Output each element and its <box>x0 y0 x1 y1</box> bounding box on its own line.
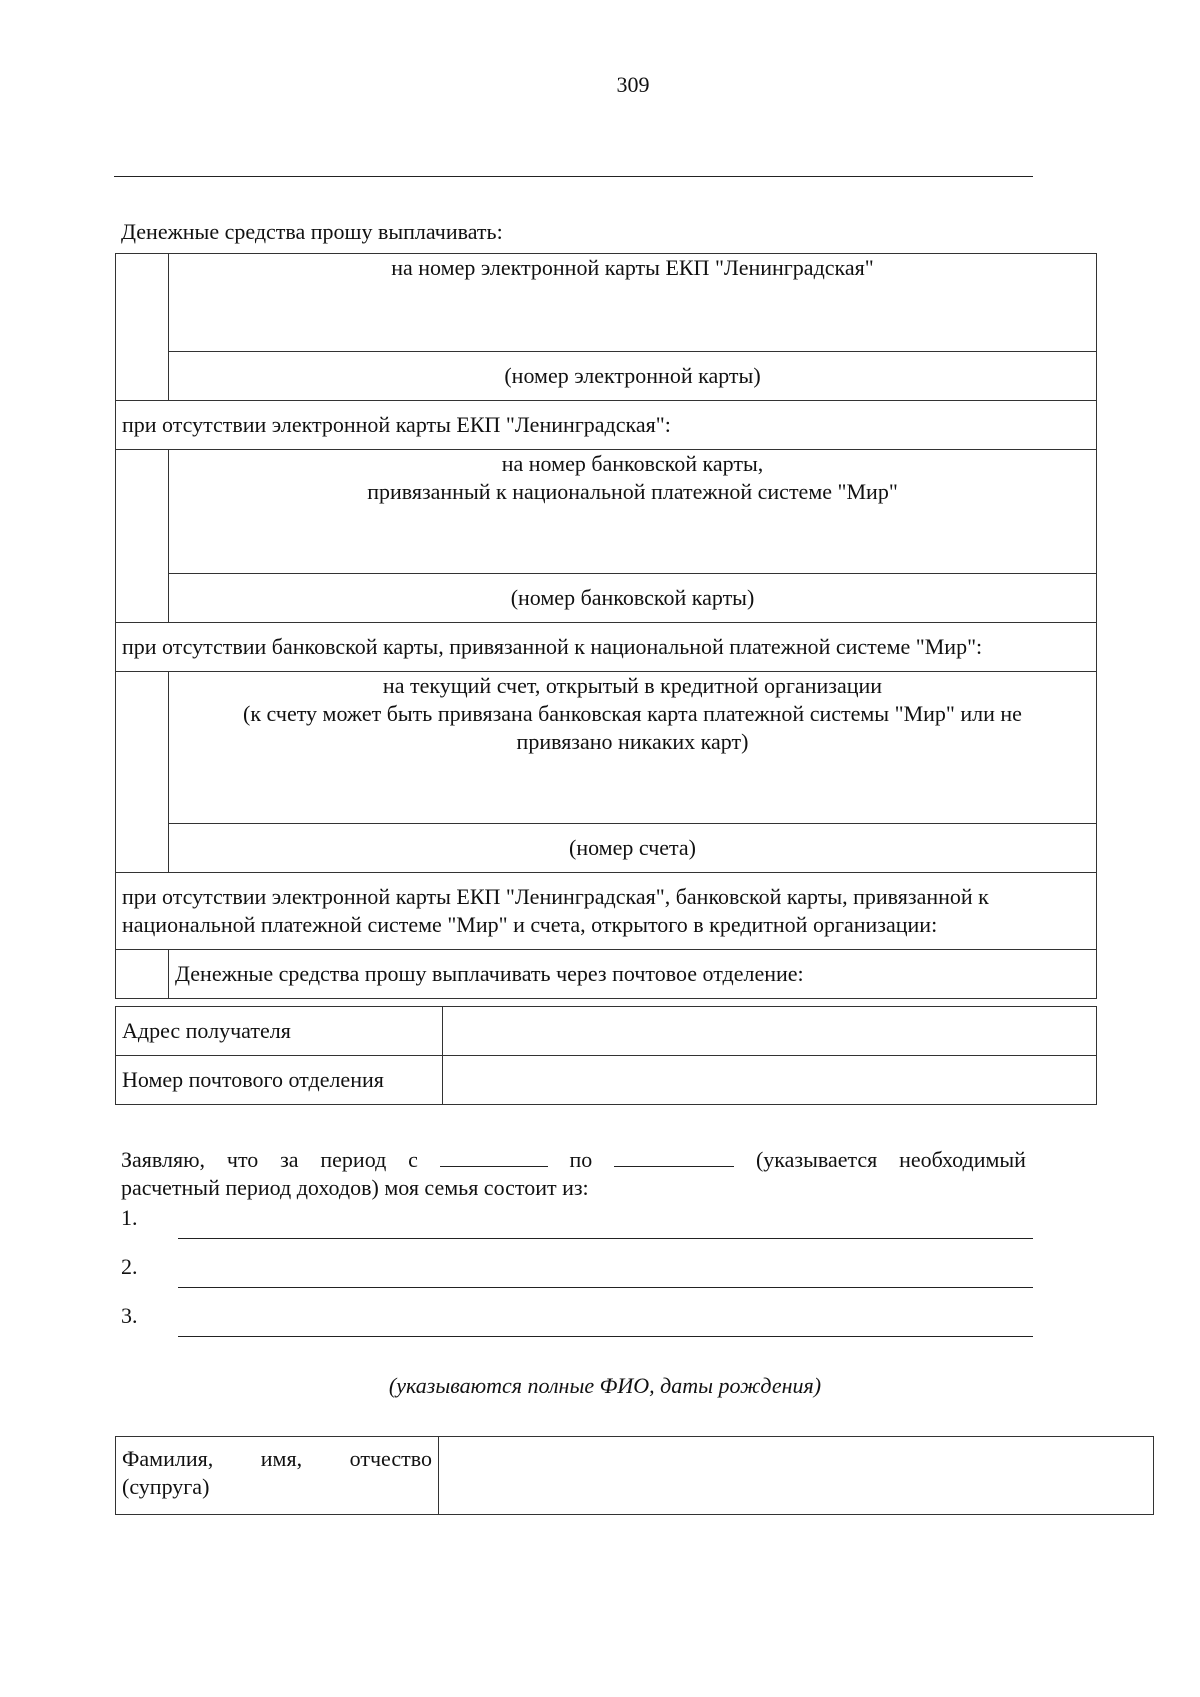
payment-method-table <box>115 253 1097 999</box>
condition-no-bank-card: при отсутствии банковской карты, привязанной к национальной платежной системе "Мир": <box>116 623 1097 672</box>
page-number: 309 <box>616 72 650 97</box>
option-account-checkbox[interactable] <box>116 672 169 873</box>
recipient-address-field[interactable] <box>443 1007 1097 1056</box>
family-declaration: Заявляю, что за период с по (указывается необходимый расчетный период доходов) моя семья состоит из: <box>121 1147 1026 1200</box>
electronic-card-number-field[interactable] <box>169 352 1097 401</box>
period-from-field[interactable] <box>440 1146 548 1167</box>
bank-card-number-hint: (номер банковской карты) <box>510 585 755 610</box>
option-electronic-card-title: на номер электронной карты ЕКП "Ленинградская" <box>169 254 1097 352</box>
family-member-number: 2. <box>121 1254 138 1279</box>
postal-details-table <box>115 1006 1097 1105</box>
option-account-title: на текущий счет, открытый в кредитной организации (к счету может быть привязана банковская карта платежной системы "Мир" или не привязано никаких карт) <box>169 672 1097 824</box>
recipient-address-label: Адрес получателя <box>116 1007 443 1056</box>
family-members-note: (указываются полные ФИО, даты рождения) <box>388 1373 822 1398</box>
condition-no-card-or-account: при отсутствии электронной карты ЕКП "Ленинградская", банковской карты, привязанной к национальной платежной системе "Мир" и счета, открытого в кредитной организации: <box>116 873 1097 950</box>
spouse-table <box>115 1436 1154 1515</box>
option-post-office-title: Денежные средства прошу выплачивать через почтовое отделение: <box>169 950 1097 999</box>
bank-card-number-field[interactable] <box>169 574 1097 623</box>
option-post-office-checkbox[interactable] <box>116 950 169 999</box>
condition-no-electronic-card: при отсутствии электронной карты ЕКП "Ленинградская": <box>116 401 1097 450</box>
family-member-2-field[interactable] <box>178 1287 1033 1288</box>
account-number-hint: (номер счета) <box>569 835 696 860</box>
spouse-name-label: Фамилия, имя, отчество (супруга) <box>116 1437 439 1515</box>
option-bank-card-title: на номер банковской карты, привязанный к национальной платежной системе "Мир" <box>169 450 1097 574</box>
electronic-card-number-hint: (номер электронной карты) <box>504 363 761 388</box>
family-member-number: 3. <box>121 1303 138 1328</box>
spouse-name-field[interactable] <box>439 1437 1154 1515</box>
post-office-number-field[interactable] <box>443 1056 1097 1105</box>
account-number-field[interactable] <box>169 824 1097 873</box>
top-rule <box>114 176 1033 177</box>
family-member-3-field[interactable] <box>178 1336 1033 1337</box>
post-office-number-label: Номер почтового отделения <box>116 1056 443 1105</box>
option-bank-card-checkbox[interactable] <box>116 450 169 623</box>
option-electronic-card-checkbox[interactable] <box>116 254 169 401</box>
payment-intro: Денежные средства прошу выплачивать: <box>121 219 503 244</box>
family-member-1-field[interactable] <box>178 1238 1033 1239</box>
family-member-number: 1. <box>121 1205 138 1230</box>
period-to-field[interactable] <box>614 1146 734 1167</box>
